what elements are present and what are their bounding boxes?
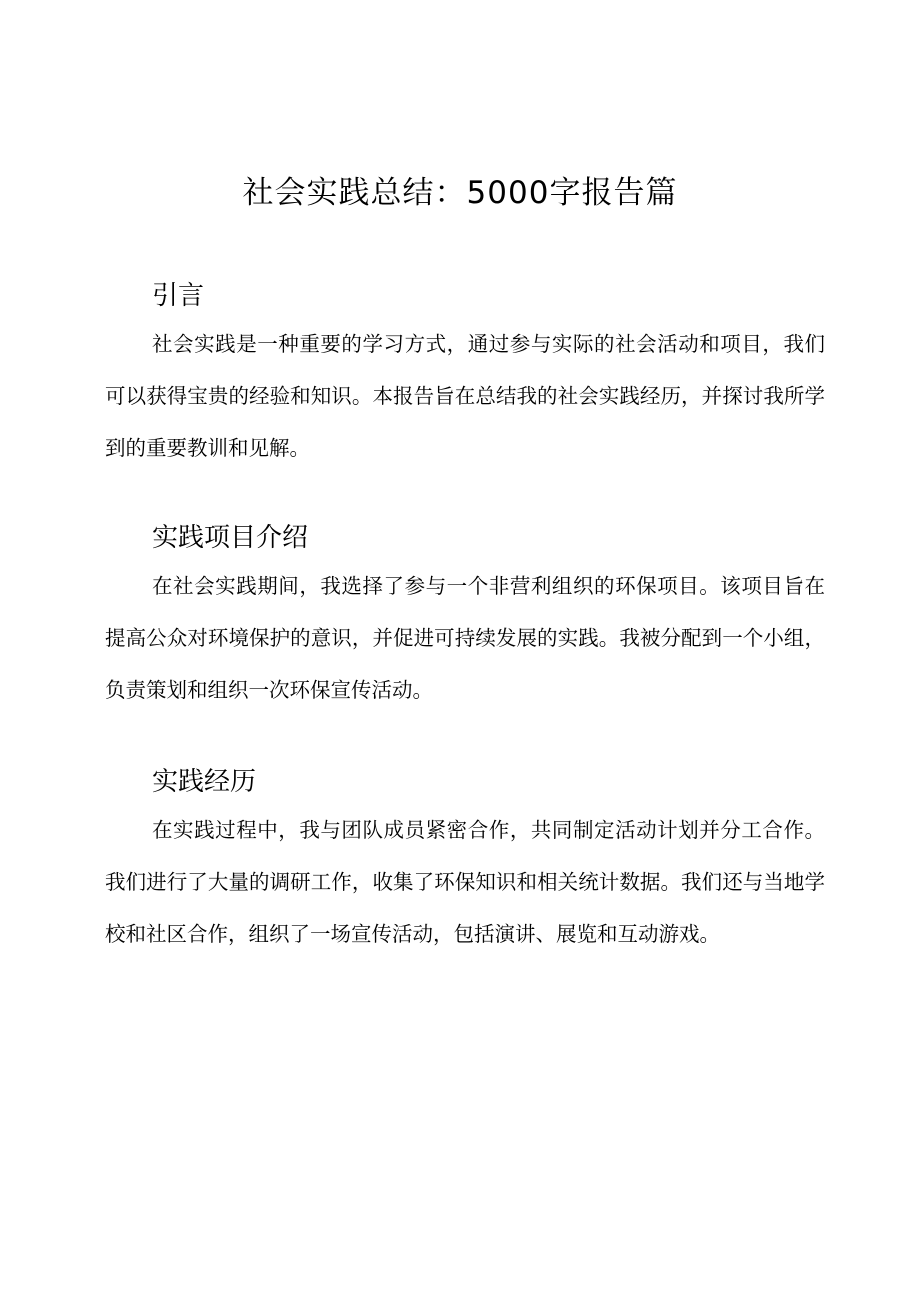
document-title: 社会实践总结：5000字报告篇 [242, 175, 678, 211]
section-heading: 引言 [152, 281, 205, 311]
section-paragraph: 在实践过程中，我与团队成员紧密合作，共同制定活动计划并分工合作。我们进行了大量的调研工作，收集了环保知识和相关统计数据。我们还与当地学校和社区合作，组织了一场宣传活动，包括演讲、展览和互动游戏。 [105, 818, 825, 946]
section-introduction [105, 274, 825, 474]
section-heading: 实践项目介绍 [152, 523, 309, 553]
section-paragraph: 在社会实践期间，我选择了参与一个非营利组织的环保项目。该项目旨在提高公众对环境保护的意识，并促进可持续发展的实践。我被分配到一个小组，负责策划和组织一次环保宣传活动。 [105, 574, 825, 702]
section-project-introduction [105, 516, 825, 716]
section-paragraph: 社会实践是一种重要的学习方式，通过参与实际的社会活动和项目，我们可以获得宝贵的经验和知识。本报告旨在总结我的社会实践经历，并探讨我所学到的重要教训和见解。 [105, 332, 825, 460]
section-practice-experience [105, 760, 825, 960]
section-heading: 实践经历 [152, 767, 257, 797]
